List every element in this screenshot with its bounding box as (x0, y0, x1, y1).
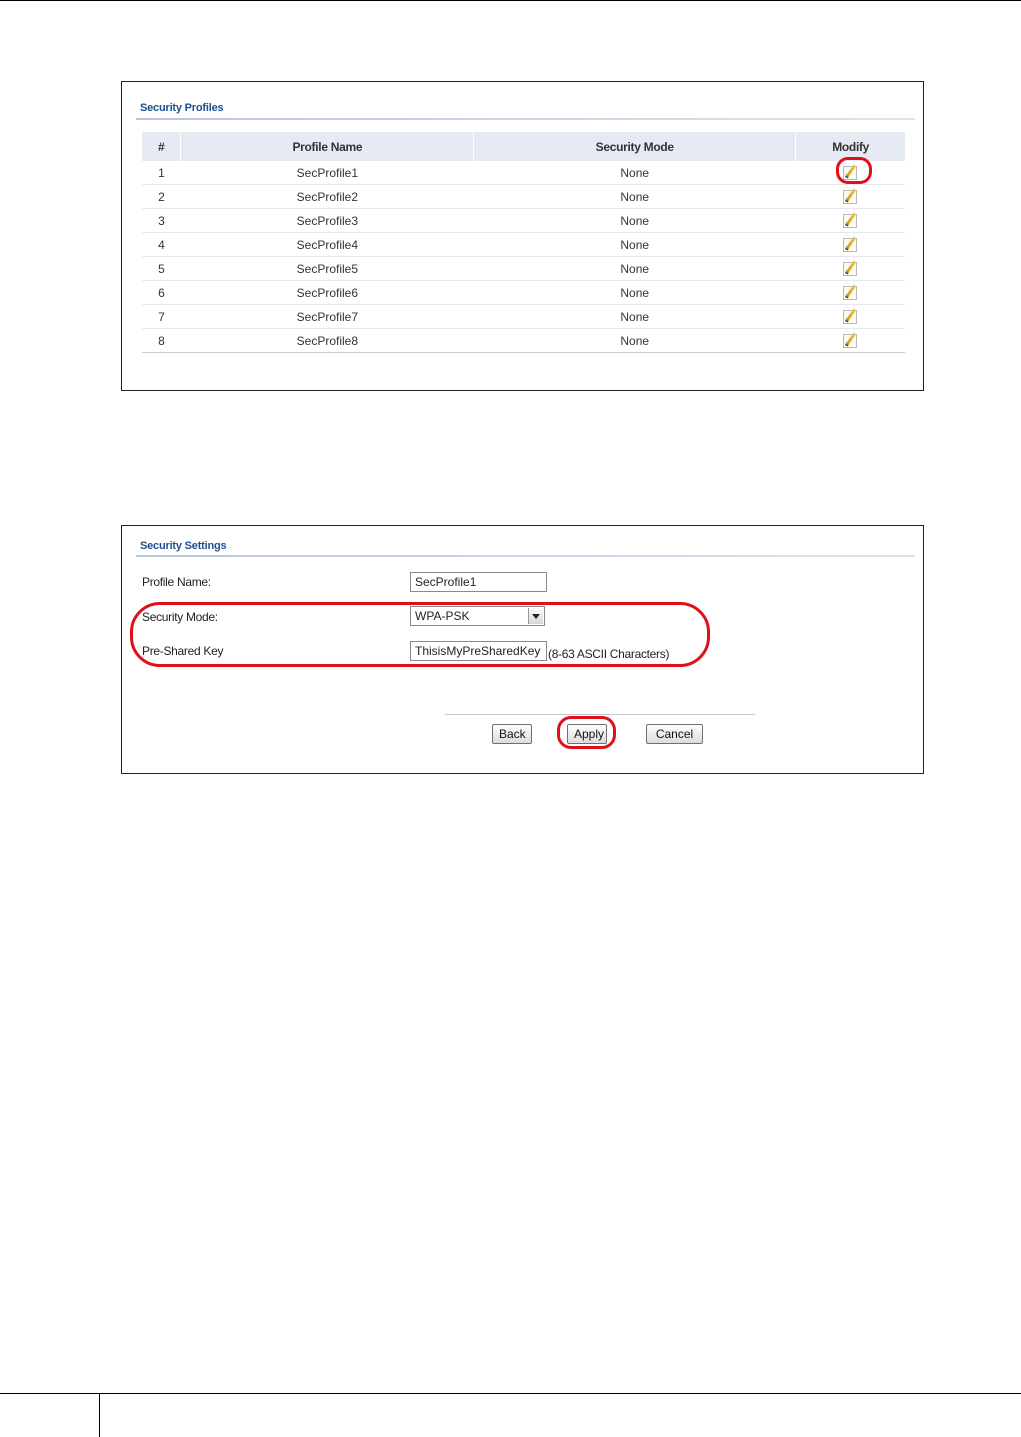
row-modify-cell (796, 329, 905, 353)
row-modify-cell (796, 233, 905, 257)
row-modify-cell (796, 305, 905, 329)
highlight-modify-circle (836, 157, 872, 184)
row-security-mode: None (474, 185, 796, 209)
row-security-mode: None (474, 329, 796, 353)
table-row (142, 257, 905, 281)
highlight-apply-circle (557, 716, 616, 749)
cancel-button[interactable]: Cancel (646, 724, 703, 744)
security-settings-panel (121, 525, 924, 774)
security-profiles-title: Security Profiles (140, 102, 224, 114)
row-index: 6 (142, 281, 181, 305)
apply-button[interactable]: Apply (567, 724, 607, 744)
table-row (142, 233, 905, 257)
page-top-rule (0, 0, 1021, 1)
column-header-security-mode: Security Mode (474, 132, 796, 161)
row-profile-name: SecProfile6 (181, 281, 474, 305)
row-index: 1 (142, 161, 181, 185)
row-security-mode: None (474, 233, 796, 257)
row-security-mode: None (474, 161, 796, 185)
security-mode-selected-value: WPA-PSK (415, 609, 470, 623)
row-index: 7 (142, 305, 181, 329)
table-row (142, 305, 905, 329)
row-index: 2 (142, 185, 181, 209)
edit-icon[interactable] (843, 286, 857, 300)
table-row (142, 161, 905, 185)
row-modify-cell (796, 209, 905, 233)
table-row (142, 185, 905, 209)
column-header-index: # (142, 132, 181, 161)
row-security-mode: None (474, 209, 796, 233)
pre-shared-key-label: Pre-Shared Key (142, 644, 224, 658)
table-row (142, 209, 905, 233)
row-profile-name: SecProfile7 (181, 305, 474, 329)
table-row (142, 329, 905, 353)
profile-name-label: Profile Name: (142, 575, 211, 589)
row-profile-name: SecProfile3 (181, 209, 474, 233)
row-security-mode: None (474, 305, 796, 329)
row-modify-cell (796, 257, 905, 281)
highlight-fields-oval (130, 602, 710, 667)
footer-rule (100, 1393, 1021, 1394)
row-modify-cell (796, 281, 905, 305)
pre-shared-key-hint: (8-63 ASCII Characters) (548, 647, 670, 661)
row-index: 5 (142, 257, 181, 281)
title-underline (136, 118, 915, 120)
edit-icon[interactable] (843, 190, 857, 204)
row-index: 3 (142, 209, 181, 233)
back-button[interactable]: Back (492, 724, 532, 744)
column-header-profile-name: Profile Name (181, 132, 474, 161)
table-header-row (142, 132, 905, 161)
edit-icon[interactable] (843, 238, 857, 252)
row-security-mode: None (474, 281, 796, 305)
security-profiles-panel (121, 81, 924, 391)
table-row (142, 281, 905, 305)
edit-icon[interactable] (843, 334, 857, 348)
row-profile-name: SecProfile4 (181, 233, 474, 257)
row-profile-name: SecProfile2 (181, 185, 474, 209)
row-security-mode: None (474, 257, 796, 281)
security-mode-label: Security Mode: (142, 610, 218, 624)
security-settings-title: Security Settings (140, 540, 227, 552)
edit-icon[interactable] (843, 310, 857, 324)
column-header-modify: Modify (796, 132, 905, 161)
row-profile-name: SecProfile5 (181, 257, 474, 281)
row-index: 8 (142, 329, 181, 353)
edit-icon[interactable] (843, 214, 857, 228)
page-number-box (0, 1393, 100, 1437)
security-profiles-table (142, 132, 905, 353)
title-underline (136, 555, 915, 557)
row-index: 4 (142, 233, 181, 257)
button-divider (445, 714, 755, 715)
row-modify-cell (796, 185, 905, 209)
profile-name-input[interactable] (410, 572, 547, 592)
row-profile-name: SecProfile1 (181, 161, 474, 185)
edit-icon[interactable] (843, 262, 857, 276)
row-profile-name: SecProfile8 (181, 329, 474, 353)
